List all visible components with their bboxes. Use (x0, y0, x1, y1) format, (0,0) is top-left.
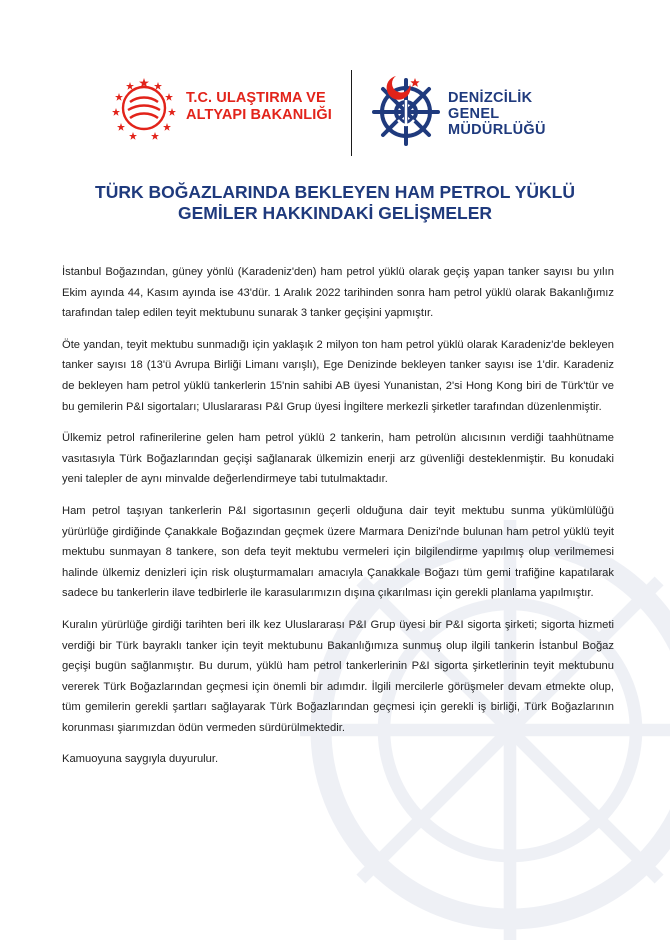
paragraph-4: Ham petrol taşıyan tankerlerin P&I sigortasının geçerli olduğuna dair teyit mektubu sunma yükümlülüğü yürürlüğe girdiğinde Çanakkale Boğazından geçmek üzere Marmara Denizi'nde bulunan ham petrol yüklü teyit mektubu sunmayan 8 tankere, son defa teyit mektubu vermeleri için bilgilendirme yapılmış olup verilmemesi halinde ülkemiz denizleri için risk oluşturmamaları amacıyla Çanakkale Boğazı tüm gemi trafiğine kapatılarak sadece bu tankerlerin ilave tedbirlerle ile karasularımızın dışına çıkarılması için gerekli planlama yapılmıştır. (62, 504, 614, 600)
document-title (40, 182, 630, 224)
closing-line: Kamuoyuna saygıyla duyurulur. (62, 753, 219, 766)
title-line1: TÜRK BOĞAZLARINDA BEKLEYEN HAM PETROL YÜKLÜ (95, 182, 575, 202)
paragraph-2: Öte yandan, teyit mektubu sunmadığı için yaklaşık 2 milyon ton ham petrol yüklü olarak Karadeniz'de bekleyen tanker sayısı 18 (13'ü Avrupa Birliği Limanı varışlı), Ege Denizinde bekleyen tanker sayısı ise 1'dir. Karadeniz de bekleyen ham petrol yüklü tankerlerin 15'nin sahibi AB üyesi Yunanistan, 2'si Hong Kong biri de Türk'tür ve bu gemilerin P&I sigortaları; Uluslararası P&I Grup üyesi İngiltere merkezli şirketler tarafından düzenlenmiştir. (62, 338, 614, 413)
ship-wheel-anchor-icon (370, 70, 442, 148)
paragraph-3: Ülkemiz petrol rafinerilerine gelen ham petrol yüklü 2 tankerin, ham petrolün alıcısının verdiği taahhütname vasıtasıyla Türk Boğazlarından geçişi sağlanarak ülkemizin enerji arz güvenliği desteklenmiştir. Bu konudaki yeni talepler de aynı minvalde değerlendirmeye tabi tutulmaktadır. (62, 432, 614, 486)
maritime-directorate-logo (370, 70, 590, 156)
ministry-name (186, 90, 332, 124)
document-body (62, 262, 614, 781)
header-divider (351, 70, 352, 156)
ministry-emblem-icon (112, 76, 176, 140)
directorate-name (448, 90, 546, 138)
paragraph-1: İstanbul Boğazından, güney yönlü (Karadeniz'den) ham petrol yüklü olarak geçiş yapan tanker sayısı bu yılın Ekim ayında 44, Kasım ayında ise 43'dür. 1 Aralık 2022 tarihinden sonra ham petrol yüklü olarak Bakanlığımız tarafından talep edilen teyit mektubunu sunarak 3 tanker geçişini yapmıştır. (62, 266, 614, 320)
ministry-name-line1: T.C. ULAŞTIRMA VE (186, 90, 326, 106)
paragraph-5: Kuralın yürürlüğe girdiği tarihten beri ilk kez Uluslararası P&I Grup üyesi bir P&I sigorta şirketi; sigorta hizmeti verdiği bir Türk bayraklı tanker için teyit mektubunu Bakanlığımıza sunmuş olup ilgili tankerin İstanbul Boğaz geçişi bugün sağlanmıştır. Bu durum, yüklü ham petrol tankerlerinin P&I sigorta şirketlerinin teyit mektubunu vererek Türk Boğazlarından geçmesi için önemli bir adımdır. İlgili mercilerle görüşmeler devam etmekte olup, tüm gemilerin gerekli şartları sağlayarak Türk Boğazlarından geçmesi için gerekli iş birliği, Türk Boğazlarının korunması şiarımızdan ödün vermeden sürdürülmektedir. (62, 618, 614, 734)
title-line2: GEMİLER HAKKINDAKİ GELİŞMELER (177, 203, 493, 223)
document-header (0, 62, 670, 162)
ministry-name-line2: ALTYAPI BAKANLIĞI (186, 107, 332, 123)
directorate-name-line2: GENEL (448, 106, 500, 122)
directorate-name-line3: MÜDÜRLÜĞÜ (448, 122, 546, 138)
directorate-name-line1: DENİZCİLİK (448, 90, 533, 106)
ministry-logo (112, 74, 342, 144)
